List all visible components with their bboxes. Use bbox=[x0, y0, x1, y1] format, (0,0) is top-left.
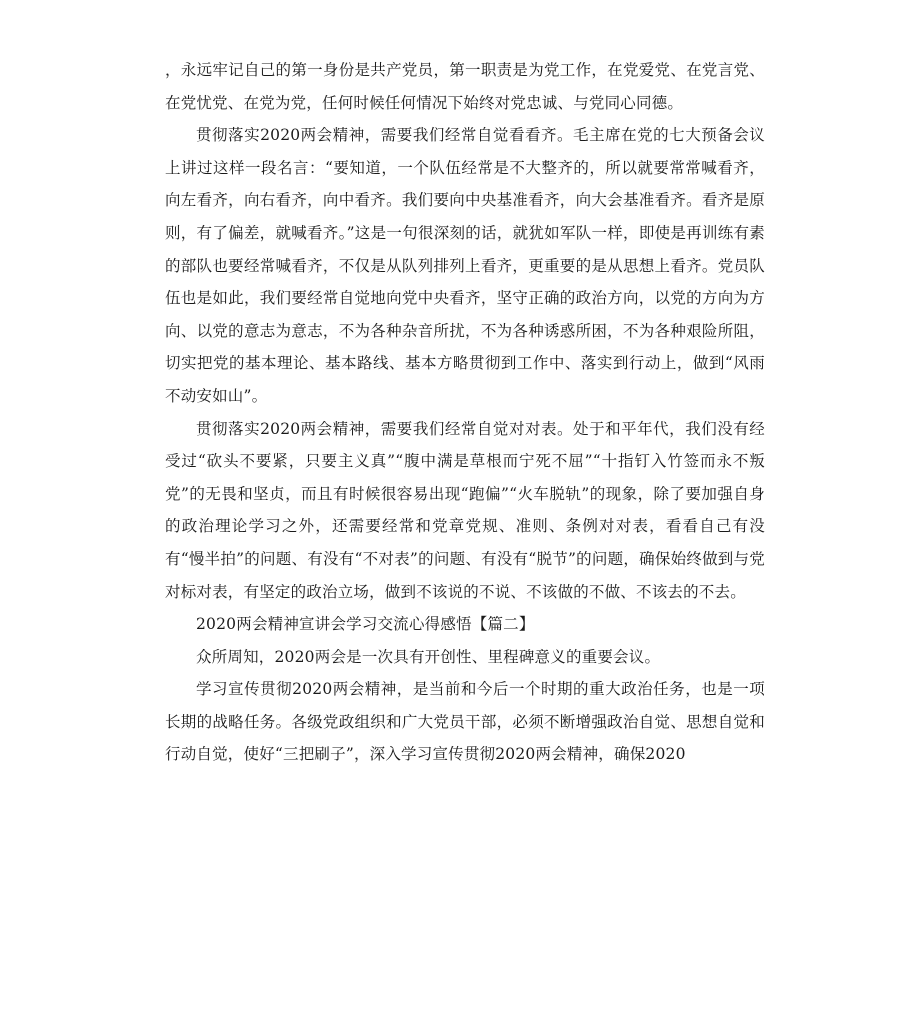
paragraph-check-standards: 贯彻落实2020两会精神，需要我们经常自觉对对表。处于和平年代，我们没有经受过“砍头不要紧，只要主义真”“腹中满是草根而宁死不屈”“十指钉入竹签而永不叛党”的无畏和坚贞，而且有时候很容易出现“跑偏”“火车脱轨”的现象，除了要加强自身的政治理论学习之外，还需要经常和党章党规、准则、条例对对表，看看自己有没有“慢半拍”的问题、有没有“不对表”的问题、有没有“脱节”的问题，确保始终做到与党对标对表，有坚定的政治立场，做到不该说的不说、不该做的不做、不该去的不去。 bbox=[165, 419, 765, 601]
paragraph-intro: 众所周知，2020两会是一次具有开创性、里程碑意义的重要会议。 bbox=[196, 647, 661, 666]
paragraph-continuation: ，永远牢记自己的第一身份是共产党员，第一职责是为党工作，在党爱党、在党言党、在党忧党、在党为党，任何时候任何情况下始终对党忠诚、与党同心同德。 bbox=[165, 61, 765, 112]
paragraph-study-task: 学习宣传贯彻2020两会精神，是当前和今后一个时期的重大政治任务，也是一项长期的战略任务。各级党政组织和广大党员干部，必须不断增强政治自觉、思想自觉和行动自觉，使好“三把刷子”，深入学习宣传贯彻2020两会精神，确保2020 bbox=[165, 680, 765, 764]
section-heading: 2020两会精神宣讲会学习交流心得感悟【篇二】 bbox=[196, 615, 535, 634]
paragraph-look-alignment: 贯彻落实2020两会精神，需要我们经常自觉看看齐。毛主席在党的七大预备会议上讲过这样一段名言：“要知道，一个队伍经常是不大整齐的，所以就要常常喊看齐，向左看齐，向右看齐，向中看齐。我们要向中央基准看齐，向大会基准看齐。看齐是原则，有了偏差，就喊看齐。”这是一句很深刻的话，就犹如军队一样，即使是再训练有素的部队也要经常喊看齐，不仅是从队列排列上看齐，更重要的是从思想上看齐。党员队伍也是如此，我们要经常自觉地向党中央看齐，坚守正确的政治方向，以党的方向为方向、以党的意志为意志，不为各种杂音所扰，不为各种诱惑所困，不为各种艰险所阻，切实把党的基本理论、基本路线、基本方略贯彻到工作中、落实到行动上，做到“风雨不动安如山”。 bbox=[165, 126, 765, 405]
document-body bbox=[165, 54, 765, 771]
